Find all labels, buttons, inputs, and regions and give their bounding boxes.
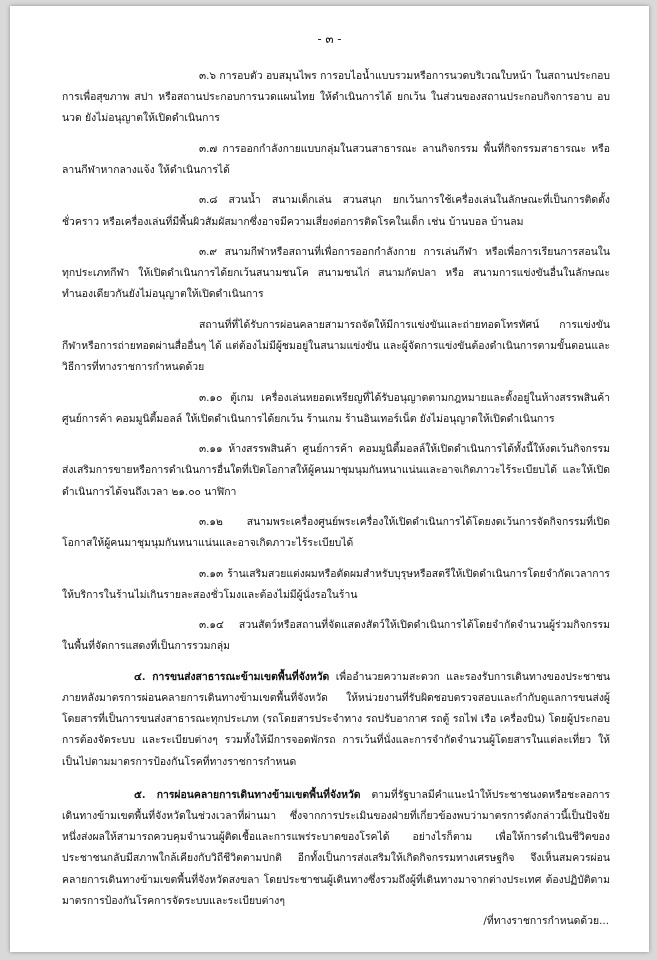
section-4-heading: ๔. การขนส่งสาธารณะข้ามเขตพื้นที่จังหวัด [134, 670, 330, 683]
paragraph-3-7: ๓.๗ การออกกำลังกายแบบกลุ่มในสวนสาธารณะ ลานกิจกรรม พื้นที่กิจกรรมสาธารณะ หรือลานกีฬาหากลางแจ้ง ให้ดำเนินการได้ [62, 142, 610, 176]
paragraph-3-9: ๓.๙ สนามกีฬาหรือสถานที่เพื่อการออกกำลังกาย การเล่นกีฬา หรือเพื่อการเรียนการสอนในทุกประเภทกีฬา ให้เปิดดำเนินการได้ยกเว้นสนามชนโค สนามชนไก่ สนามกัดปลา หรือ สนามการแข่งขันอื่นในลักษณะทำนองเดียวกันยังไม่อนุญาตให้เปิดดำเนินการ [62, 245, 610, 301]
section-5-heading: ๕. การผ่อนคลายการเดินทางข้ามเขตพื้นที่จังหวัด [134, 788, 361, 801]
paragraph-3-12: ๓.๑๒ สนามพระเครื่องศูนย์พระเครื่องให้เปิดดำเนินการได้โดยงดเว้นการจัดกิจกรรมที่เปิดโอกาสให้ผู้คนมาชุมนุมกันหนาแน่นและอาจเกิดภาวะไร้ระเบียบได้ [62, 515, 610, 550]
paragraph-3-6: ๓.๖ การอบตัว อบสมุนไพร การอบไอน้ำแบบรวมหรือการนวดบริเวณใบหน้า ในสถานประกอบการเพื่อสุขภาพ สปา หรือสถานประกอบการนวดแผนไทย ให้ดำเนินการได้ ยกเว้น ในส่วนของสถานประกอบกิจการอาบ อบ นวด ยังไม่อนุญาตให้เปิดดำเนินการ [62, 70, 610, 125]
paragraph-3-8: ๓.๘ สวนน้ำ สนามเด็กเล่น สวนสนุก ยกเว้นการใช้เครื่องเล่นในลักษณะที่เป็นการติดตั้งชั่วคราว หรือเครื่องเล่นที่มีพื้นผิวสัมผัสมากซึ่งอาจมีความเสี่ยงต่อการติดโรคในเด็ก เช่น บ้านบอล บ้านลม [62, 194, 610, 228]
paragraph-3-14: ๓.๑๔ สวนสัตว์หรือสถานที่จัดแสดงสัตว์ให้เปิดดำเนินการได้โดยจำกัดจำนวนผู้ร่วมกิจกรรมในพื้นที่จัดการแสดงที่เป็นการรวมกลุ่ม [62, 619, 610, 653]
section-5 [62, 785, 610, 912]
section-4-text: เพื่ออำนวยความสะดวก และรองรับการเดินทางของประชาชนภายหลังมาตรการผ่อนคลายการเดินทางข้ามเขตพื้นที่จังหวัด ให้หน่วยงานที่รับผิดชอบตรวจสอบและกำกับดูแลการขนส่งผู้โดยสารที่เป็นการขนส่งสาธารณะทุกประเภท (รถโดยสารประจำทาง รถปรับอากาศ รถตู้ รถไฟ เรือ เครื่องบิน) โดยผู้ประกอบการต้องจัดระบบ และระเบียบต่างๆ รวมทั้งให้มีการจอดพักรถ การเว้นที่นั่งและการจำกัดจำนวนผู้โดยสารในแต่ละเที่ยว ให้เป็นไปตามมาตรการป้องกันโรคที่ทางราชการกำหนด [62, 670, 610, 768]
page-number: - ๓ - [317, 32, 342, 46]
paragraph-3-9-note: สถานที่ที่ได้รับการผ่อนคลายสามารถจัดให้มีการแข่งขันและถ่ายทอดโทรทัศน์ การแข่งขันกีฬาหรือการถ่ายทอดผ่านสื่ออื่นๆ ได้ แต่ต้องไม่มีผู้ชมอยู่ในสนามแข่งขัน และผู้จัดการแข่งขันต้องดำเนินการตามขั้นตอนและวิธีการที่ทางราชการกำหนดด้วย [62, 318, 610, 374]
continuation-note: /ที่ทางราชการกำหนดด้วย... [483, 915, 609, 927]
document-page [10, 6, 649, 952]
document-body [62, 66, 610, 924]
paragraph-3-10: ๓.๑๐ ตู้เกม เครื่องเล่นหยอดเหรียญที่ได้รับอนุญาตตามกฎหมายและตั้งอยู่ในห้างสรรพสินค้าศูนย์การค้า คอมมูนิตี้มอลล์ ให้เปิดดำเนินการได้ยกเว้น ร้านเกม ร้านอินเทอร์เน็ต ยังไม่อนุญาตให้เปิดดำเนินการ [62, 391, 610, 425]
paragraph-3-11: ๓.๑๑ ห้างสรรพสินค้า ศูนย์การค้า คอมมูนิตี้มอลล์ให้เปิดดำเนินการได้ทั้งนี้ให้งดเว้นกิจกรรมส่งเสริมการขายหรือการดำเนินการอื่นใดที่เปิดโอกาสให้ผู้คนมาชุมนุมกันหนาแน่นและอาจเกิดภาวะไร้ระเบียบได้ และให้เปิดดำเนินการได้จนถึงเวลา ๒๑.๐๐ นาฬิกา [62, 443, 610, 498]
section-4 [62, 667, 610, 773]
paragraph-3-13: ๓.๑๓ ร้านเสริมสวยแต่งผมหรือตัดผมสำหรับบุรุษหรือสตรีให้เปิดดำเนินการโดยจำกัดเวลาการให้บริการในร้านไม่เกินรายละสองชั่วโมงและต้องไม่มีผู้นั่งรอในร้าน [62, 567, 610, 601]
section-5-text: ตามที่รัฐบาลมีคำแนะนำให้ประชาชนงดหรือชะลอการเดินทางข้ามเขตพื้นที่จังหวัดในช่วงเวลาที่ผ่านมา ซึ่งจากการประเมินของฝ่ายที่เกี่ยวข้องพบว่ามาตรการดังกล่าวนี้เป็นปัจจัยหนึ่งส่งผลให้สามารถควบคุมจำนวนผู้ติดเชื้อและการแพร่ระบาดของโรคได้ อย่างไรก็ตาม เพื่อให้การดำเนินชีวิตของประชาชนกลับมีสภาพใกล้เคียงกับวิถีชีวิตตามปกติ อีกทั้งเป็นการส่งเสริมให้เกิดกิจกรรมทางเศรษฐกิจ จึงเห็นสมควรผ่อนคลายการเดินทางข้ามเขตพื้นที่จังหวัดสงขลา โดยประชาชนผู้เดินทางซึ่งรวมถึงผู้ที่เดินทางมาจากต่างประเทศ ต้องปฏิบัติตามมาตรการป้องกันโรคการจัดระบบและระเบียบต่างๆ [62, 788, 610, 907]
